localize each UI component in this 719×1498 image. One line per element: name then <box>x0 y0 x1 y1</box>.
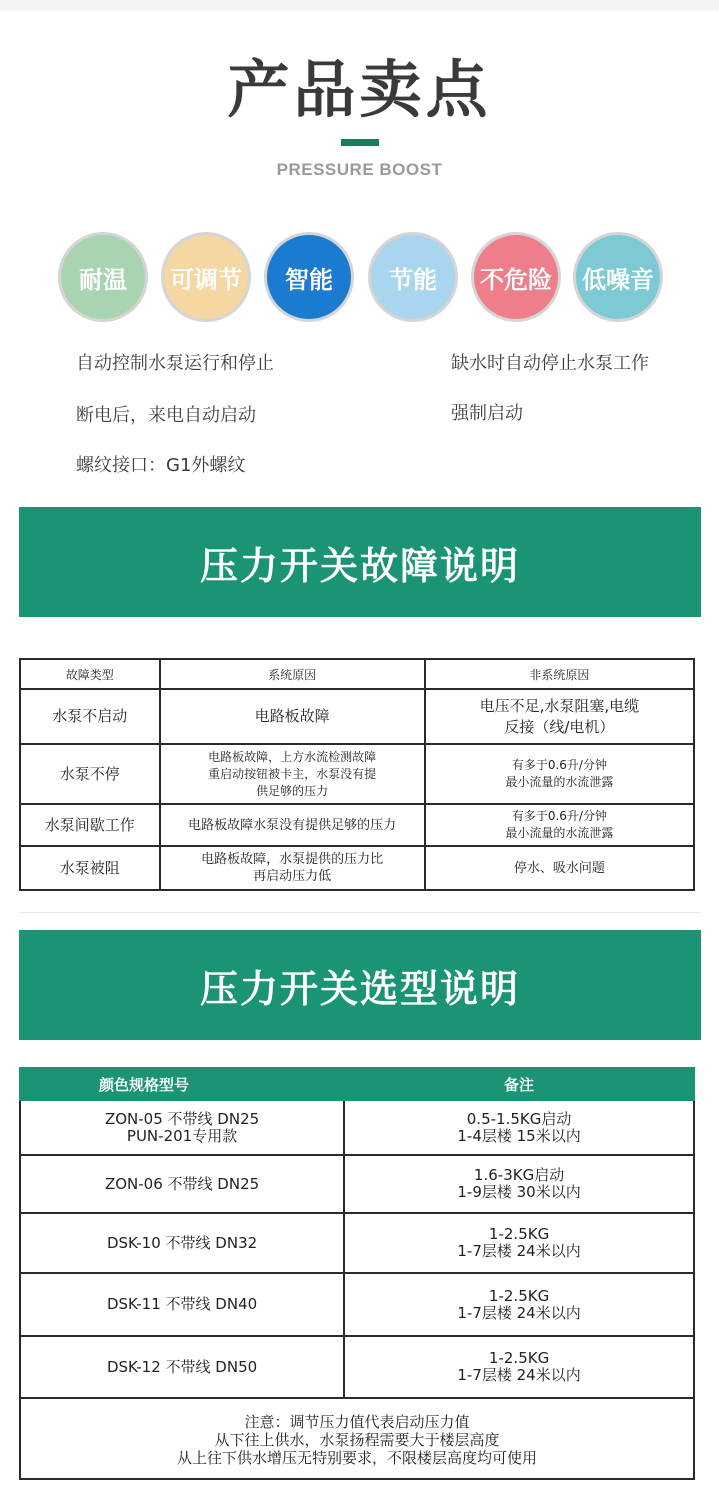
title-accent-bar <box>341 139 379 146</box>
cell-line: 有多于0.6升/分钟 <box>511 809 607 823</box>
header-system-cause: 系统原因 <box>160 659 425 689</box>
cell-line: 供足够的压力 <box>256 783 329 798</box>
cell-line: PUN-201专用款 <box>126 1126 238 1145</box>
table-row <box>20 846 694 890</box>
feature-label: 不危险 <box>480 265 552 294</box>
note-cell <box>344 1100 694 1155</box>
model-cell <box>20 1336 344 1398</box>
cell-line: 1-7层楼 24米以内 <box>457 1242 581 1260</box>
cell-line: 有多于0.6升/分钟 <box>511 758 607 772</box>
feature-badge-low-noise <box>573 232 663 322</box>
non-system-cause <box>425 689 694 744</box>
cell-line: 1-2.5KG <box>488 1349 550 1367</box>
cell-line: 1.6-3KG启动 <box>473 1166 565 1184</box>
cell-line: ZON-05 不带线 DN25 <box>104 1109 260 1128</box>
cell-line: 0.5-1.5KG启动 <box>466 1109 572 1128</box>
system-cause <box>160 846 425 890</box>
non-system-cause <box>425 804 694 846</box>
table-row <box>20 1336 694 1398</box>
cell-line: 电压不足,水泵阻塞,电缆 <box>479 696 640 715</box>
cell-line: 电路板故障，水泵提供的压力比 <box>201 852 384 867</box>
fault-type: 水泵不启动 <box>20 689 160 744</box>
cell-line: 最小流量的水流泄露 <box>505 826 614 840</box>
table-row <box>20 1155 694 1213</box>
table-row <box>20 744 694 804</box>
feature-badge-safe <box>471 232 561 322</box>
top-strip <box>0 0 719 10</box>
bullet-thread-interface: 螺纹接口：G1外螺纹 <box>76 455 246 476</box>
bullet-dry-run-stop: 缺水时自动停止水泵工作 <box>451 353 649 374</box>
system-cause: 电路板故障 <box>160 689 425 744</box>
page-subtitle: PRESSURE BOOST <box>276 160 443 179</box>
model-cell <box>20 1100 344 1155</box>
fault-type: 水泵不停 <box>20 744 160 804</box>
bullet-auto-control: 自动控制水泵运行和停止 <box>76 353 274 374</box>
footnote-line: 注意：调节压力值代表启动压力值 <box>244 1412 470 1431</box>
footnote-line: 从下往上供水，水泵扬程需要大于楼层高度 <box>214 1430 500 1449</box>
note-cell <box>344 1155 694 1213</box>
table-row <box>20 1100 694 1155</box>
cell-line: ZON-06 不带线 DN25 <box>104 1174 260 1193</box>
cell-line: 1-4层楼 15米以内 <box>457 1126 581 1145</box>
cell-line: 1-7层楼 24米以内 <box>457 1366 581 1384</box>
fault-type: 水泵间歇工作 <box>20 804 160 846</box>
table-row <box>20 804 694 846</box>
cell-line: 重启动按钮被卡主，水泵没有提 <box>208 766 377 781</box>
cell-line: 1-9层楼 30米以内 <box>457 1183 581 1201</box>
section-divider <box>19 912 701 913</box>
feature-label: 耐温 <box>79 265 127 294</box>
cell-line: 再启动压力低 <box>253 869 332 884</box>
model-cell <box>20 1213 344 1273</box>
fault-type: 水泵被阻 <box>20 846 160 890</box>
feature-badge-adjustable <box>161 232 251 322</box>
footnote-line: 从上往下供水增压无特别要求，不限楼层高度均可使用 <box>176 1448 537 1467</box>
fault-section-banner: 压力开关故障说明 <box>19 507 701 617</box>
note-cell <box>344 1336 694 1398</box>
cell-line: 1-2.5KG <box>488 1225 550 1243</box>
note-cell <box>344 1213 694 1273</box>
feature-badge-heat-resistant <box>58 232 148 322</box>
feature-badge-energy-saving <box>368 232 458 322</box>
model-cell <box>20 1155 344 1213</box>
feature-label: 智能 <box>285 265 333 294</box>
feature-badge-smart <box>264 232 354 322</box>
header-model: 颜色规格型号 <box>20 1068 344 1100</box>
cell-line: 反接（线/电机） <box>504 717 615 736</box>
selection-table <box>19 1067 695 1480</box>
table-row <box>20 1273 694 1336</box>
system-cause: 电路板故障水泵没有提供足够的压力 <box>160 804 425 846</box>
cell-line: DSK-11 不带线 DN40 <box>106 1295 258 1313</box>
footnote-row <box>20 1398 694 1479</box>
feature-circles <box>58 232 668 324</box>
cell-line: DSK-12 不带线 DN50 <box>106 1357 258 1376</box>
feature-label: 节能 <box>389 265 437 294</box>
cell-line: 电路板故障，上方水流检测故障 <box>208 749 377 764</box>
non-system-cause: 停水、吸水问题 <box>425 846 694 890</box>
cell-line: 1-7层楼 24米以内 <box>457 1303 581 1322</box>
header-non-system-cause: 非系统原因 <box>425 659 694 689</box>
cell-line: 1-2.5KG <box>488 1286 550 1305</box>
fault-table <box>19 658 695 891</box>
note-cell <box>344 1273 694 1336</box>
header-fault-type: 故障类型 <box>20 659 160 689</box>
bullet-force-start: 强制启动 <box>451 403 523 424</box>
non-system-cause <box>425 744 694 804</box>
footnote-cell <box>20 1398 694 1479</box>
table-header-row <box>20 1068 694 1100</box>
table-row <box>20 689 694 744</box>
table-header-row <box>20 659 694 689</box>
system-cause <box>160 744 425 804</box>
cell-line: DSK-10 不带线 DN32 <box>106 1233 258 1252</box>
header-note: 备注 <box>344 1068 694 1100</box>
bullet-auto-restart: 断电后，来电自动启动 <box>76 405 256 426</box>
table-row <box>20 1213 694 1273</box>
page-title: 产品卖点 <box>227 53 492 126</box>
model-cell <box>20 1273 344 1336</box>
feature-label: 低噪音 <box>582 265 654 294</box>
selection-section-banner: 压力开关选型说明 <box>19 930 701 1040</box>
cell-line: 最小流量的水流泄露 <box>505 775 614 789</box>
feature-label: 可调节 <box>170 265 242 294</box>
